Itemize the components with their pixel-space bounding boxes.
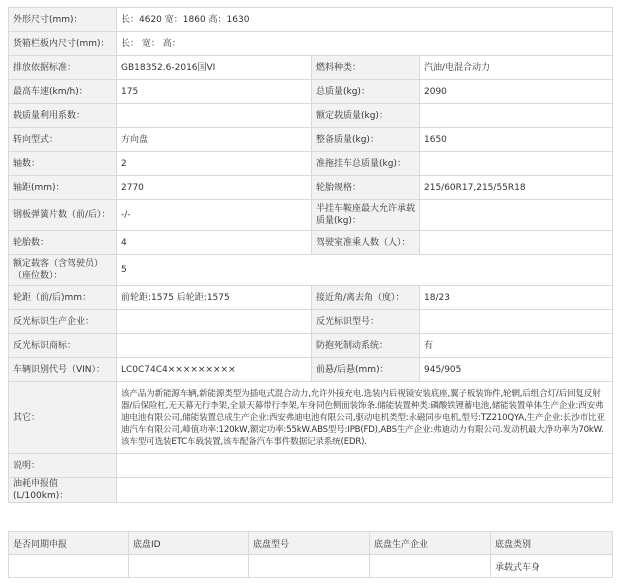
rated-load-value [420, 104, 613, 128]
size-value: 长：4620 宽：1860 高：1630 [117, 8, 613, 32]
chassis-cell-id [129, 555, 249, 578]
chassis-data-row [9, 555, 613, 578]
chassis-cell-maker [370, 555, 491, 578]
overhang-value: 945/905 [420, 358, 613, 382]
cargo-value: 长： 宽： 高： [117, 32, 613, 56]
other-label: 其它： [9, 382, 117, 454]
chassis-table [8, 531, 613, 578]
tire-spec-value: 215/60R17,215/55R18 [420, 176, 613, 200]
curb-mass-value: 1650 [420, 128, 613, 152]
chassis-cell-sync [9, 555, 129, 578]
fuel-report-value [117, 478, 613, 503]
row-abs [9, 334, 613, 358]
track-value: 前轮距:1575 后轮距:1575 [117, 286, 312, 310]
capacity-value: 5 [117, 255, 613, 286]
abs-label: 防抱死制动系统： [312, 334, 420, 358]
chassis-cell-model [249, 555, 370, 578]
row-speed [9, 80, 613, 104]
row-springs [9, 200, 613, 231]
axles-value: 2 [117, 152, 312, 176]
fuel-report-label: 油耗申报值(L/100km)： [9, 478, 117, 503]
tires-value: 4 [117, 231, 312, 255]
emission-label: 排放依据标准： [9, 56, 117, 80]
load-coef-value [117, 104, 312, 128]
chassis-header-sync: 是否同期申报 [9, 532, 129, 555]
speed-value: 175 [117, 80, 312, 104]
tire-spec-label: 轮胎规格： [312, 176, 420, 200]
steering-label: 转向型式： [9, 128, 117, 152]
axles-label: 轴数： [9, 152, 117, 176]
row-capacity [9, 255, 613, 286]
springs-value: -/- [117, 200, 312, 231]
reflect-mark-value [117, 334, 312, 358]
row-vin [9, 358, 613, 382]
reflect-mark-label: 反光标识商标： [9, 334, 117, 358]
abs-value: 有 [420, 334, 613, 358]
reflect-model-value [420, 310, 613, 334]
chassis-cell-type: 承载式车身 [491, 555, 613, 578]
remark-label: 说明： [9, 454, 117, 478]
load-coef-label: 载质量利用系数： [9, 104, 117, 128]
row-load [9, 104, 613, 128]
track-label: 轮距（前/后)mm： [9, 286, 117, 310]
row-reflect [9, 310, 613, 334]
cab-seats-value [420, 231, 613, 255]
other-value: 该产品为新能源车辆,新能源类型为插电式混合动力,允许外接充电.选装内后视镜安装底座,翼子板装饰件,轮辋,后组合灯/后回复反射器/后保险杠,无天幕无行李架,全景天幕带行李架,车身同色侧面装饰条.储能装置种类:磷酸铁锂蓄电池,储能装置单体生产企业:西安弗迪电池有限公司,储能装置总成生产企业:西安弗迪电池有限公司,驱动电机类型:永磁同步电机,型号:TZ210QYA,生产企业:长沙市比亚迪汽车有限公司,峰值功率:120kW,额定功率:55kW.ABS型号:IPB(FD),ABS生产企业:弗迪动力有限公司.发动机最大净功率为70kW.该车型可选装ETC车载装置,该车配备汽车事件数据记录系统(EDR). [117, 382, 613, 454]
size-label: 外形尺寸(mm)： [9, 8, 117, 32]
rated-load-label: 额定载质量(kg)： [312, 104, 420, 128]
total-mass-value: 2090 [420, 80, 613, 104]
cargo-label: 货箱栏板内尺寸(mm)： [9, 32, 117, 56]
angle-label: 接近角/离去角（度）： [312, 286, 420, 310]
emission-value: GB18352.6-2016国VI [117, 56, 312, 80]
chassis-header-row [9, 532, 613, 555]
reflect-mfr-label: 反光标识生产企业： [9, 310, 117, 334]
fuel-label: 燃料种类： [312, 56, 420, 80]
speed-label: 最高车速(km/h)： [9, 80, 117, 104]
wheelbase-value: 2770 [117, 176, 312, 200]
remark-value [117, 454, 613, 478]
overhang-label: 前悬/后悬(mm)： [312, 358, 420, 382]
springs-label: 钢板弹簧片数（前/后）： [9, 200, 117, 231]
row-cargo [9, 32, 613, 56]
saddle-label: 半挂车鞍座最大允许承载质量(kg)： [312, 200, 420, 231]
row-axles [9, 152, 613, 176]
capacity-label: 额定载客（含驾驶员）（座位数）： [9, 255, 117, 286]
row-steering [9, 128, 613, 152]
row-wheelbase [9, 176, 613, 200]
saddle-value [420, 200, 613, 231]
fuel-value: 汽油/电混合动力 [420, 56, 613, 80]
total-mass-label: 总质量(kg)： [312, 80, 420, 104]
chassis-header-id: 底盘ID [129, 532, 249, 555]
row-emission [9, 56, 613, 80]
row-remark [9, 454, 613, 478]
vin-value: LC0C74C4××××××××× [117, 358, 312, 382]
steering-value: 方向盘 [117, 128, 312, 152]
trailer-mass-value [420, 152, 613, 176]
row-other [9, 382, 613, 454]
angle-value: 18/23 [420, 286, 613, 310]
tires-label: 轮胎数： [9, 231, 117, 255]
reflect-mfr-value [117, 310, 312, 334]
chassis-header-maker: 底盘生产企业 [370, 532, 491, 555]
chassis-header-type: 底盘类别 [491, 532, 613, 555]
chassis-header-model: 底盘型号 [249, 532, 370, 555]
row-track [9, 286, 613, 310]
reflect-model-label: 反光标识型号： [312, 310, 420, 334]
wheelbase-label: 轴距(mm)： [9, 176, 117, 200]
cab-seats-label: 驾驶室准乘人数（人）： [312, 231, 420, 255]
row-fuel-report [9, 478, 613, 503]
vin-label: 车辆识别代号（VIN）： [9, 358, 117, 382]
row-tires [9, 231, 613, 255]
trailer-mass-label: 准拖挂车总质量(kg)： [312, 152, 420, 176]
curb-mass-label: 整备质量(kg)： [312, 128, 420, 152]
row-size [9, 8, 613, 32]
spec-table [8, 7, 613, 503]
